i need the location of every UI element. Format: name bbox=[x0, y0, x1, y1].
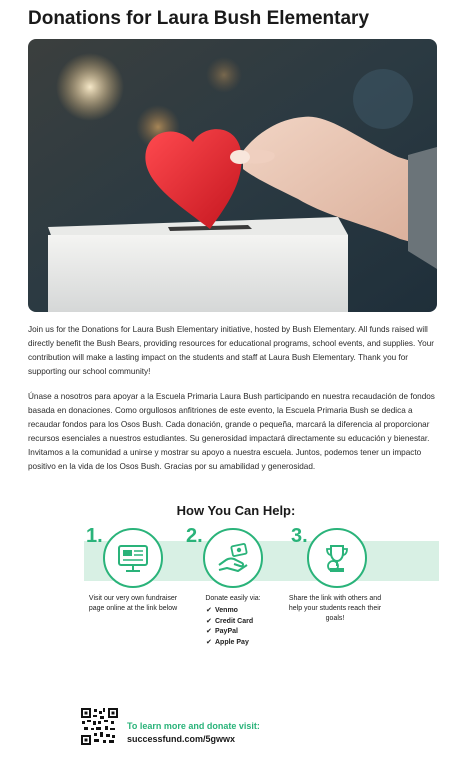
check-icon: ✔ bbox=[206, 638, 212, 646]
learn-more-text: To learn more and donate visit: bbox=[127, 721, 260, 731]
step-3-text: Share the link with others and help your students reach their goals! bbox=[288, 595, 382, 622]
donation-link[interactable]: successfund.com/5gwwx bbox=[127, 734, 236, 744]
step-3-number: 3. bbox=[291, 525, 308, 547]
step-3-circle bbox=[307, 528, 367, 588]
payment-method-apple-pay: ✔ Apple Pay bbox=[206, 638, 253, 649]
heart-ballot-illustration bbox=[28, 39, 437, 312]
how-you-can-help-heading: How You Can Help: bbox=[176, 503, 296, 518]
step-1-number: 1. bbox=[86, 525, 103, 547]
donate-hand-icon bbox=[216, 541, 250, 575]
qr-code[interactable] bbox=[81, 708, 118, 745]
check-icon: ✔ bbox=[206, 628, 212, 635]
payment-method-paypal: ✔ PayPal bbox=[206, 627, 253, 638]
computer-monitor-icon bbox=[116, 541, 150, 575]
step-1-text: Visit our very own fundraiser page online at the link below bbox=[88, 595, 178, 612]
intro-spanish: Únase a nosotros para apoyar a la Escuela Primaria Laura Bush participando en nuestra recaudación de fondos basada en donaciones. Como orgullosos anfitriones de este evento, la Escuela Primaria Bush se dedica a recaudar fondos para los Osos Bush. Cada donación, grande o pequeña, marcará la diferencia al proporcionar recursos esenciales a nuestros estudiantes. Su generosidad impactará directamente su educación y bienestar. Invitamos a la comunidad a unirse y mostrar su apoyo a nuestra escuela. Juntos, podemos tener un impacto positivo en la vida de los Osos Bush. Gracias por su amabilidad y generosidad. bbox=[28, 392, 435, 471]
check-icon: ✔ bbox=[206, 607, 212, 614]
payment-method-venmo: ✔ Venmo bbox=[206, 606, 253, 617]
qr-code-graphic bbox=[81, 708, 118, 745]
step-1-circle bbox=[103, 528, 163, 588]
hero-image bbox=[28, 39, 437, 312]
trophy-icon bbox=[320, 541, 354, 575]
step-2-circle bbox=[203, 528, 263, 588]
intro-english: Join us for the Donations for Laura Bush Elementary initiative, hosted by Bush Elementary. All funds raised will directly benefit the Bush Bears, providing resources for educational programs, school events, and supplies. Your contribution will make a lasting impact on the students and staff at Laura Bush Elementary. Thank you for supporting our school community! bbox=[28, 325, 434, 376]
page-title: Donations for Laura Bush Elementary bbox=[28, 8, 370, 29]
step-2-number: 2. bbox=[186, 525, 203, 547]
payment-method-credit-card: ✔ Credit Card bbox=[206, 617, 253, 628]
payment-methods-list bbox=[206, 606, 253, 648]
step-2-text: Donate easily via: bbox=[205, 595, 261, 602]
check-icon: ✔ bbox=[206, 617, 212, 625]
